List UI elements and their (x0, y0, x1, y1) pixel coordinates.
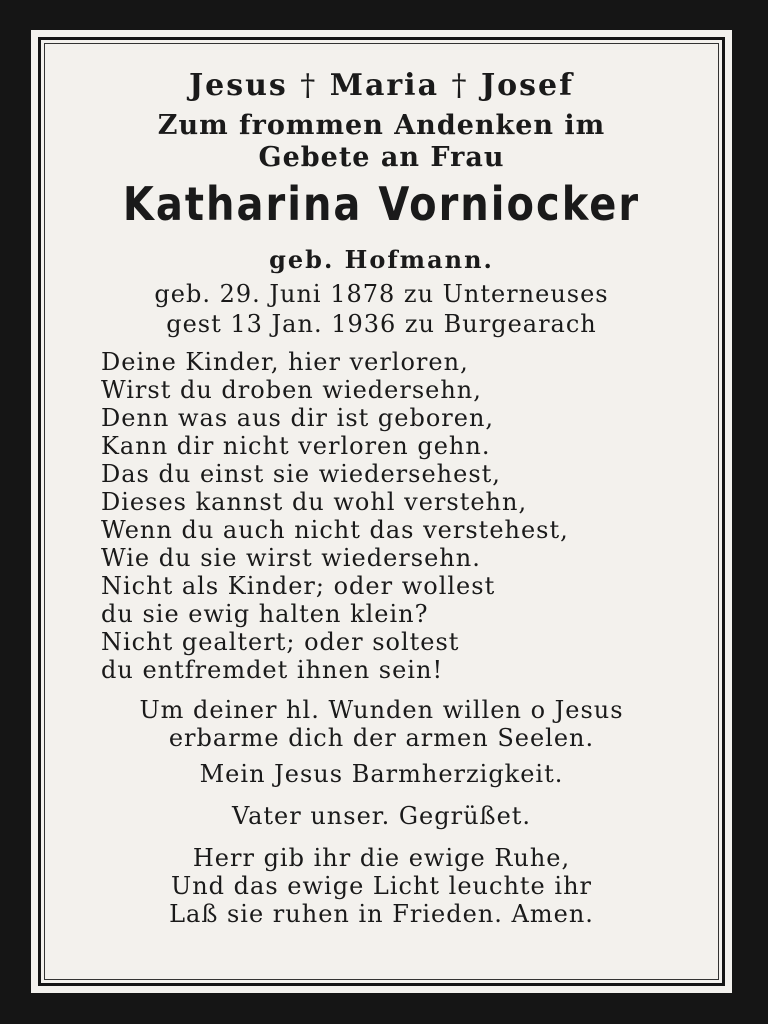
poem-line: Wie du sie wirst wiedersehn. (101, 544, 481, 572)
poem-line: Nicht gealtert; oder soltest (101, 628, 460, 656)
poem-line: du entfremdet ihnen sein! (101, 656, 444, 684)
poem-line: Wirst du droben wiedersehn, (101, 376, 482, 404)
poem-line: Wenn du auch nicht das verstehest, (101, 516, 569, 544)
maiden-name: geb. Hofmann. (269, 245, 494, 274)
poem-line: Kann dir nicht verloren gehn. (101, 432, 491, 460)
memorial-card (31, 30, 732, 993)
invocation-line (31, 68, 732, 103)
eternal-rest-line-3: Laß sie ruhen in Frieden. Amen. (169, 900, 594, 928)
invocation-jesus: Jesus (188, 68, 288, 103)
poem-line: Denn was aus dir ist geboren, (101, 404, 495, 432)
invocation-maria: Maria (329, 68, 440, 103)
wounds-prayer-line-2: erbarme dich der armen Seelen. (168, 724, 595, 752)
wounds-prayer-line-1: Um deiner hl. Wunden willen o Jesus (139, 696, 624, 724)
poem-line: Deine Kinder, hier verloren, (101, 348, 469, 376)
poem-line: Nicht als Kinder; oder wollest (101, 572, 496, 600)
mercy-prayer: Mein Jesus Barmherzigkeit. (199, 760, 564, 788)
poem-line: Dieses kannst du wohl verstehn, (101, 488, 528, 516)
birth-line: geb. 29. Juni 1878 zu Unterneuses (154, 280, 609, 308)
remembrance-line: Zum frommen Andenken im (157, 110, 606, 141)
eternal-rest-line-2: Und das ewige Licht leuchte ihr (170, 872, 592, 900)
eternal-rest-line-1: Herr gib ihr die ewige Ruhe, (192, 844, 571, 872)
our-father-line: Vater unser. Gegrüßet. (231, 802, 532, 830)
cross-icon: † (300, 68, 318, 103)
poem-line: Das du einst sie wiedersehest, (101, 460, 501, 488)
death-line: gest 13 Jan. 1936 zu Burgearach (166, 310, 597, 338)
invocation-josef: Josef (480, 68, 575, 103)
deceased-name: Katharina Vorniocker (122, 178, 641, 232)
prayer-intro-line: Gebete an Frau (258, 142, 505, 173)
cross-icon: † (451, 68, 469, 103)
poem-line: du sie ewig halten klein? (101, 600, 429, 628)
